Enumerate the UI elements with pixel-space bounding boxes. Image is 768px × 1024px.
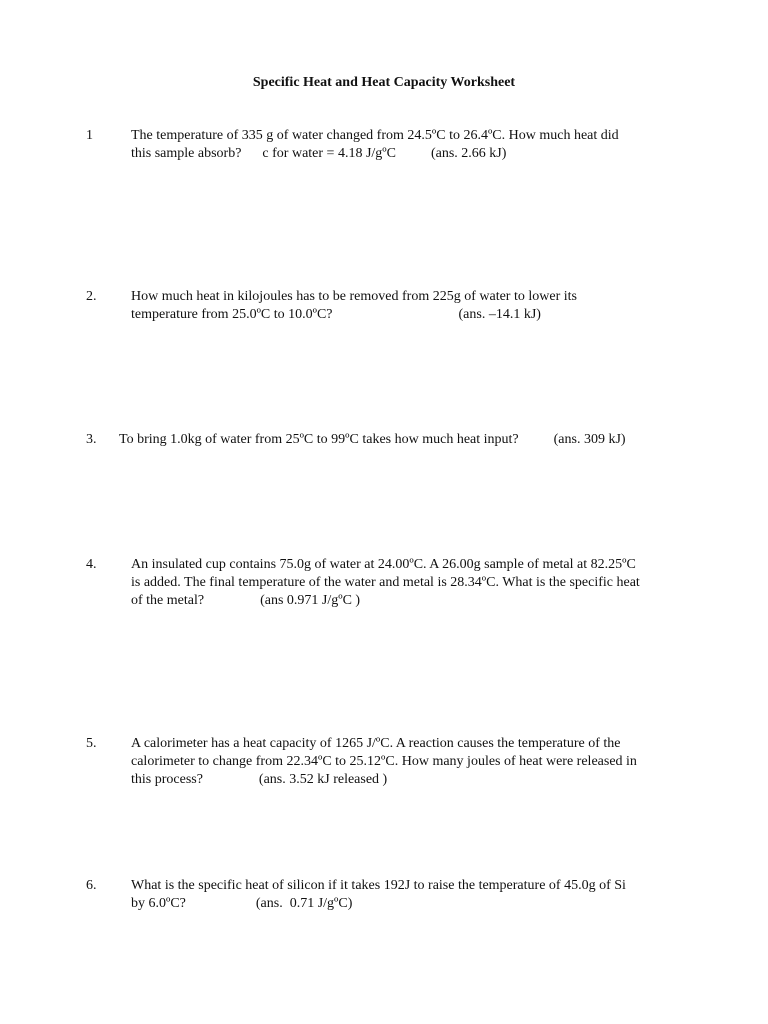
question-text [131, 877, 691, 913]
question-line: by 6.0ºC? (ans. 0.71 J/gºC) [131, 896, 353, 911]
question-text [131, 127, 691, 163]
question-line: temperature from 25.0ºC to 10.0ºC? (ans. –14.1 kJ) [131, 307, 541, 322]
question-line: this sample absorb? c for water = 4.18 J/gºC (ans. 2.66 kJ) [131, 146, 507, 161]
question-line: The temperature of 335 g of water changed from 24.5ºC to 26.4ºC. How much heat did [131, 128, 619, 143]
question-number: 2. [86, 289, 97, 304]
question-line: An insulated cup contains 75.0g of water at 24.00ºC. A 26.00g sample of metal at 82.25ºC [131, 557, 636, 572]
question-number: 4. [86, 557, 97, 572]
question-text [119, 431, 679, 449]
question-line: this process? (ans. 3.52 kJ released ) [131, 772, 388, 787]
question-line: calorimeter to change from 22.34ºC to 25.12ºC. How many joules of heat were released in [131, 754, 637, 769]
question-line: A calorimeter has a heat capacity of 1265 J/ºC. A reaction causes the temperature of the [131, 736, 621, 751]
question-number: 3. [86, 432, 97, 447]
question-line: To bring 1.0kg of water from 25ºC to 99ºC takes how much heat input? (ans. 309 kJ) [119, 432, 626, 447]
question-line: is added. The final temperature of the water and metal is 28.34ºC. What is the specific heat [131, 575, 640, 590]
question-line: What is the specific heat of silicon if it takes 192J to raise the temperature of 45.0g of Si [131, 878, 626, 893]
question-text [131, 735, 691, 789]
question-number: 1 [86, 128, 93, 143]
question-text [131, 556, 691, 610]
question-text [131, 288, 691, 324]
question-number: 6. [86, 878, 97, 893]
question-number: 5. [86, 736, 97, 751]
question-line: of the metal? (ans 0.971 J/gºC ) [131, 593, 361, 608]
worksheet-title: Specific Heat and Heat Capacity Worksheet [252, 75, 516, 90]
question-line: How much heat in kilojoules has to be removed from 225g of water to lower its [131, 289, 577, 304]
